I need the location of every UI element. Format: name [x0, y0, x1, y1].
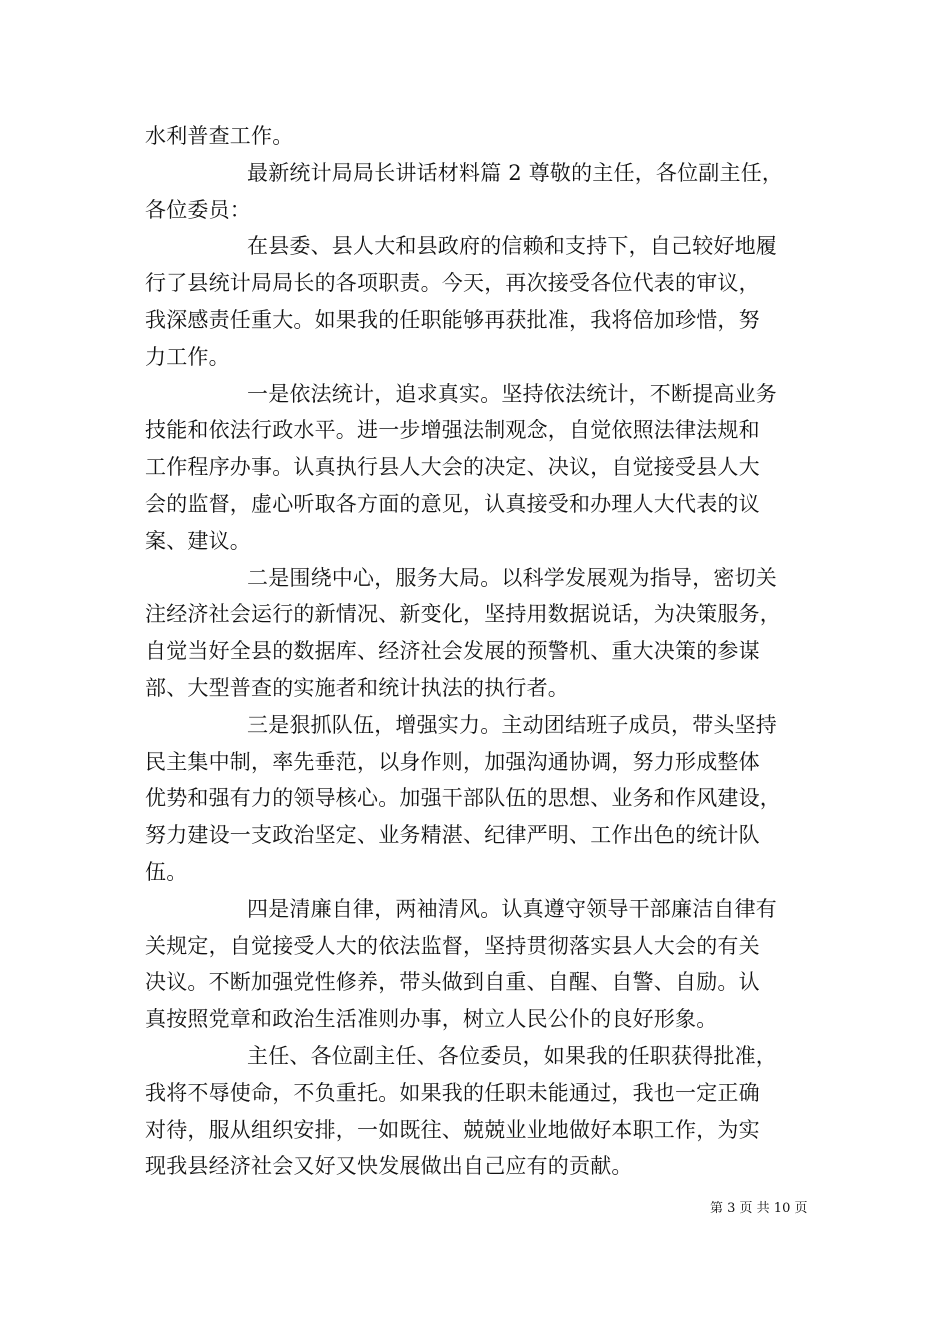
text-line: 对待，服从组织安排，一如既往、兢兢业业地做好本职工作，为实 — [145, 1117, 760, 1142]
text-line: 技能和依法行政水平。进一步增强法制观念，自觉依照法律法规和 — [145, 418, 760, 443]
text-line: 四是清廉自律，两袖清风。认真遵守领导干部廉洁自律有 — [247, 896, 777, 921]
text-line: 努力建设一支政治坚定、业务精湛、纪律严明、工作出色的统计队 — [145, 823, 760, 848]
page-number: 第 3 页 共 10 页 — [710, 1201, 808, 1216]
text-line: 会的监督，虚心听取各方面的意见，认真接受和办理人大代表的议 — [145, 491, 760, 516]
text-line: 伍。 — [145, 859, 188, 884]
text-line: 优势和强有力的领导核心。加强干部队伍的思想、业务和作风建设， — [145, 786, 781, 811]
text-line: 在县委、县人大和县政府的信赖和支持下，自己较好地履 — [247, 234, 777, 259]
text-line: 三是狠抓队伍，增强实力。主动团结班子成员，带头坚持 — [247, 712, 777, 737]
text-line: 注经济社会运行的新情况、新变化，坚持用数据说话，为决策服务， — [145, 602, 781, 627]
text-line: 力工作。 — [145, 344, 230, 369]
text-line: 最新统计局局长讲话材料篇 2 尊敬的主任，各位副主任， — [247, 160, 784, 185]
text-line: 关规定，自觉接受人大的依法监督，坚持贯彻落实县人大会的有关 — [145, 933, 760, 958]
text-line: 主任、各位副主任、各位委员，如果我的任职获得批准， — [247, 1043, 777, 1068]
text-line: 部、大型普查的实施者和统计执法的执行者。 — [145, 675, 569, 700]
text-line: 各位委员： — [145, 197, 251, 222]
text-line: 真按照党章和政治生活准则办事，树立人民公仆的良好形象。 — [145, 1007, 718, 1032]
text-line: 二是围绕中心，服务大局。以科学发展观为指导，密切关 — [247, 565, 777, 590]
text-line: 一是依法统计，追求真实。坚持依法统计，不断提高业务 — [247, 381, 777, 406]
text-line: 水利普查工作。 — [145, 124, 294, 148]
text-line: 民主集中制，率先垂范，以身作则，加强沟通协调，努力形成整体 — [145, 749, 760, 774]
text-line: 现我县经济社会又好又快发展做出自己应有的贡献。 — [145, 1154, 633, 1179]
text-line: 自觉当好全县的数据库、经济社会发展的预警机、重大决策的参谋 — [145, 639, 760, 664]
text-line: 行了县统计局局长的各项职责。今天，再次接受各位代表的审议， — [145, 271, 760, 296]
text-line: 工作程序办事。认真执行县人大会的决定、决议，自觉接受县人大 — [145, 455, 760, 480]
text-line: 我深感责任重大。如果我的任职能够再获批准，我将倍加珍惜，努 — [145, 307, 760, 332]
text-line: 决议。不断加强党性修养，带头做到自重、自醒、自警、自励。认 — [145, 970, 760, 995]
text-line: 案、建议。 — [145, 528, 251, 553]
document-body — [145, 118, 825, 1185]
text-line: 我将不辱使命，不负重托。如果我的任职未能通过，我也一定正确 — [145, 1080, 760, 1105]
